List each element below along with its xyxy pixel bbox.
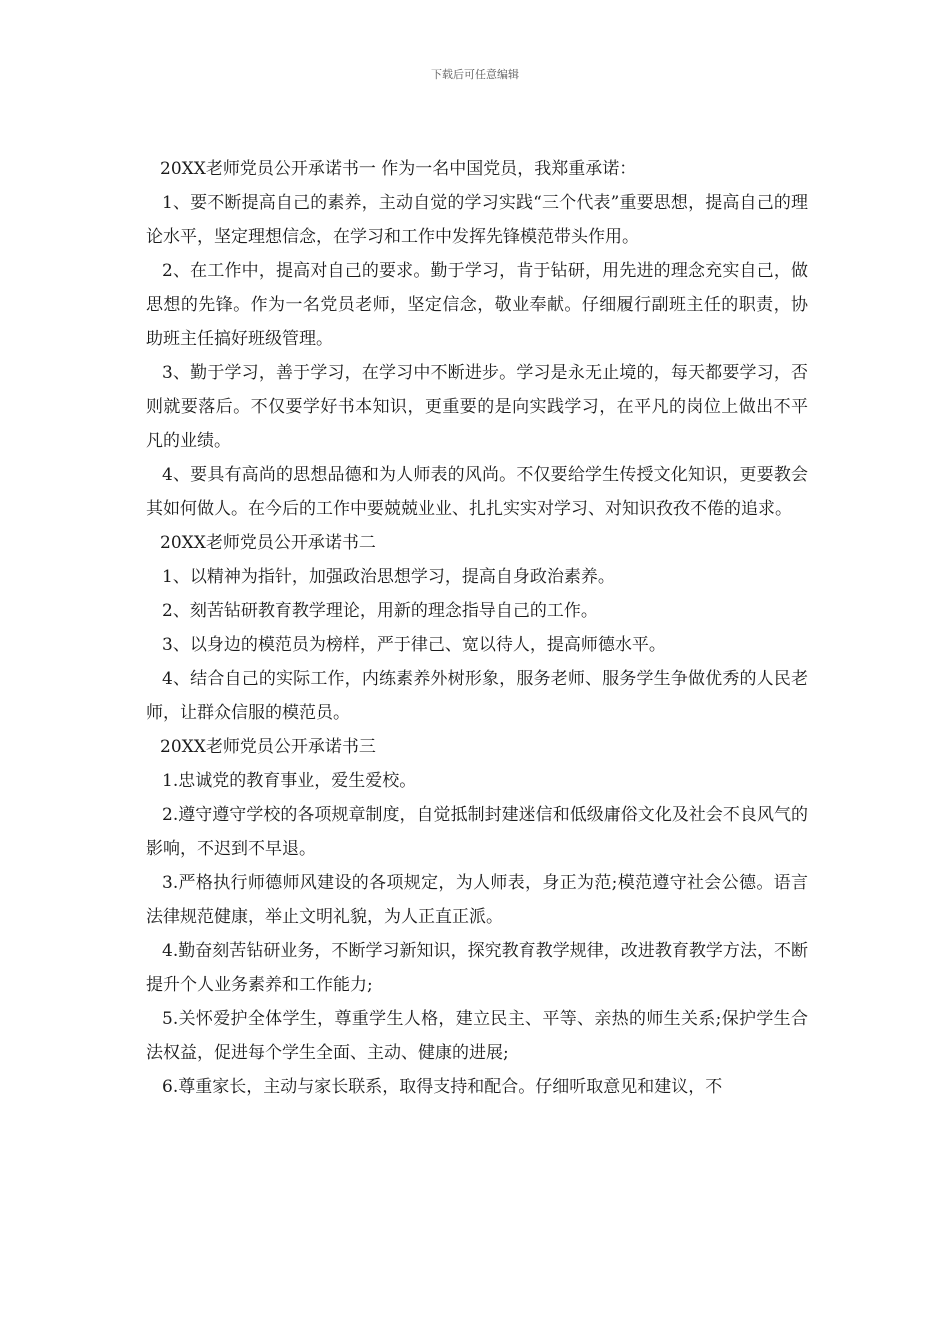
paragraph: 1、以精神为指针，加强政治思想学习，提高自身政治素养。 [162, 567, 615, 587]
header-note: 下载后可任意编辑 [431, 68, 519, 81]
paragraph: 2、在工作中，提高对自己的要求。勤于学习，肯于钻研，用先进的理念充实自己，做思想的先锋。作为一名党员老师，坚定信念，敬业奉献。仔细履行副班主任的职责，协助班主任搞好班级管理。 [146, 261, 808, 349]
paragraph: 1.忠诚党的教育事业，爱生爱校。 [162, 771, 417, 791]
paragraph: 4、要具有高尚的思想品德和为人师表的风尚。不仅要给学生传授文化知识，更要教会其如何做人。在今后的工作中要兢兢业业、扎扎实实对学习、对知识孜孜不倦的追求。 [146, 465, 808, 519]
paragraph: 6.尊重家长，主动与家长联系，取得支持和配合。仔细听取意见和建议，不 [162, 1077, 723, 1097]
document-body [146, 152, 808, 1104]
paragraph: 2.遵守遵守学校的各项规章制度，自觉抵制封建迷信和低级庸俗文化及社会不良风气的影响，不迟到不早退。 [146, 805, 808, 859]
paragraph-title-3: 20XX老师党员公开承诺书三 [160, 737, 376, 757]
paragraph-title-2: 20XX老师党员公开承诺书二 [160, 533, 376, 553]
paragraph: 2、刻苦钻研教育教学理论，用新的理念指导自己的工作。 [162, 601, 598, 621]
paragraph-title-1: 20XX老师党员公开承诺书一 作为一名中国党员，我郑重承诺： [160, 159, 637, 179]
paragraph: 3.严格执行师德师风建设的各项规定，为人师表，身正为范;模范遵守社会公德。语言法律规范健康，举止文明礼貌，为人正直正派。 [146, 873, 808, 927]
paragraph: 4、结合自己的实际工作，内练素养外树形象，服务老师、服务学生争做优秀的人民老师，让群众信服的模范员。 [146, 669, 808, 723]
paragraph: 4.勤奋刻苦钻研业务，不断学习新知识，探究教育教学规律，改进教育教学方法，不断提升个人业务素养和工作能力; [146, 941, 808, 995]
paragraph: 1、要不断提高自己的素养，主动自觉的学习实践“三个代表”重要思想，提高自己的理论水平，坚定理想信念，在学习和工作中发挥先锋模范带头作用。 [146, 193, 808, 247]
paragraph: 3、勤于学习，善于学习，在学习中不断进步。学习是永无止境的，每天都要学习，否则就要落后。不仅要学好书本知识，更重要的是向实践学习，在平凡的岗位上做出不平凡的业绩。 [146, 363, 808, 451]
paragraph: 3、以身边的模范员为榜样，严于律己、宽以待人，提高师德水平。 [162, 635, 666, 655]
paragraph: 5.关怀爱护全体学生，尊重学生人格，建立民主、平等、亲热的师生关系;保护学生合法权益，促进每个学生全面、主动、健康的进展; [146, 1009, 808, 1063]
